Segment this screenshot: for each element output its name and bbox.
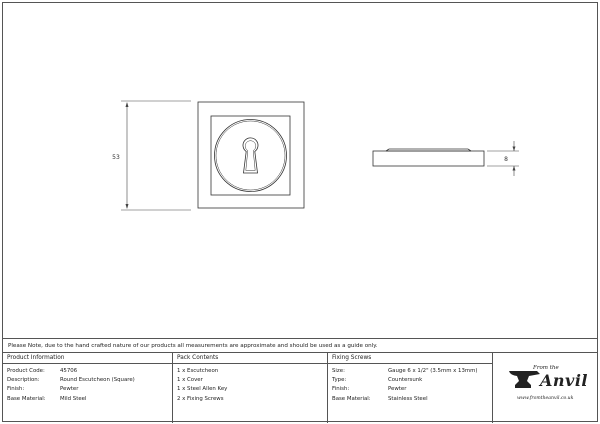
thickness-dimension-label: 8 [504,156,508,163]
pack-contents-heading: Pack Contents [173,353,327,364]
product-info-row: Description: Round Escutcheon (Square) [7,377,135,384]
fixing-screw-row: Base Material: Stainless Steel [332,395,428,402]
fixing-screw-row: Finish: Pewter [332,386,407,393]
pack-item: 1 x Escutcheon [177,368,219,374]
from-the-anvil-logo [493,353,597,423]
height-dimension [121,101,191,210]
keyhole-icon [243,138,258,173]
product-info-row: Base Material: Mild Steel [7,395,87,402]
brand-logo-panel [493,353,597,423]
pack-item: 2 x Fixing Screws [177,395,224,402]
disclaimer-note: Please Note, due to the hand crafted nature of our products all measurements are approximate and should be used as a guide only. [3,338,597,353]
fixing-screws-heading: Fixing Screws [328,353,492,364]
escutcheon-front-view [198,102,304,208]
logo-url-text: www.fromtheanvil.co.uk [517,396,574,401]
product-info-row: Finish: Pewter [7,386,79,393]
product-information-heading: Product Information [3,353,172,364]
escutcheon-side-view [373,149,484,166]
logo-from-text: From the [533,365,559,371]
pack-item: 1 x Cover [177,377,203,384]
fixing-screws-panel [328,353,493,423]
pack-item: 1 x Steel Allen Key [177,386,228,393]
product-information-panel [3,353,173,423]
anvil-icon [507,368,541,390]
fixing-screw-row: Size: Gauge 6 x 1/2" (3.5mm x 13mm) [332,368,478,374]
technical-drawing-sheet [2,2,598,422]
height-dimension-label: 53 [112,154,120,161]
logo-brand-text: Anvil [540,371,588,390]
technical-drawing [3,3,599,338]
product-info-row: Product Code: 45706 [7,368,78,374]
thickness-dimension [487,141,519,176]
fixing-screw-row: Type: Countersunk [332,377,423,384]
pack-contents-panel [173,353,328,423]
